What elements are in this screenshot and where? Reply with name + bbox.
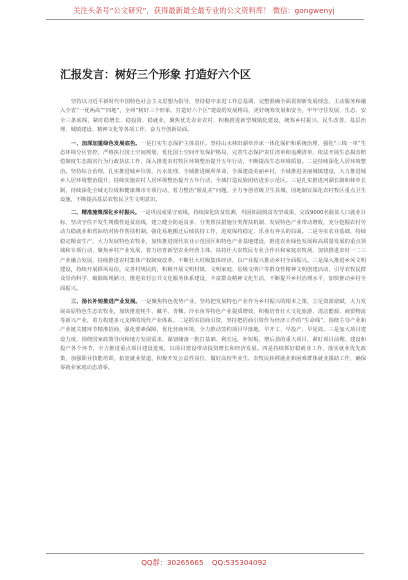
section-heading-1: 一、加深加重绿色发展底色。	[71, 140, 141, 147]
document-title: 汇报发言：树好三个形象 打造好六个区	[60, 68, 251, 81]
header-divider	[46, 19, 364, 20]
paragraph-section-2	[60, 209, 366, 294]
paragraph-section-3	[60, 298, 366, 373]
section-heading-2: 二、精准施策深化乡村振兴。	[71, 210, 141, 217]
paragraph-text: 一是巩固成果守底线。持续深化防贫监测，巩固拓展脱贫攻坚成果，完成9000名脱贫人口就业目标，坚决守住不发生规模性返贫底线，建立健全防返贫多、分类帮扶措施分类帮扶机制、发展特色产业带动增收，充分挖掘农村劳动力稳就业和省际结对协作帮扶机制。强化易地搬迁后续扶持工作，进度保持稳定、乐业有奔头的局面。二是夯实农业基础，持续稳定粮食生产，大力发展特色农牧业，加快推进现代农业示范园区和特色产业基地建设，推进农业绿色发展和高质量发展的重点领域和专项行动，聚焦乡村产业发展，着力培育新型农业经营主体，扶持壮大农牧民专业合作社和家庭农牧场，加快推进农村一二三产业融合发展，持续推进农村集体产权制度改革，不断壮大村级集体经济，以产业振兴推动乡村全面振兴。三是深入推进乡风文明建设，持续开展移风易俗，完善村规民约，积极开展文明村镇、文明家庭、星级文明户等群众性精神文明创建活动，引导农牧民群众崇尚科学、破除陈规陋习，推进农村公共文化服务体系建设，丰富群众精神文化生活，不断提升乡村治理水平，加快推动乡村全面振兴。	[60, 210, 366, 292]
paragraph-text: 一是打实生态保护主体责任。坚持山水林田湖草沙冰一体化保护和系统治理，强化“三线一单”生态环境分区管控，严格执行国土空间规划，优化国土空间开发保护格局，完善生态保护责任清单和追溯清单、依法开展生态损害赔偿制度生态损害行为行政执法工作，深入推进农村牧区环境整治提升五年行动，不断提高生态环境质量。二是持续深化人居环境整治。坚持综合治理，扎实推进城乡垃圾、污水处理，全域推进厕所革命，全面建设美丽乡村，全域推进美丽城镇建设，大力推进城乡人居环境整治提升，持续实施农村人居环境整治提升五年行动，全域打造民族团结进步示范区。三是扎实推进河湖长制和林草长制，持续深化全域无垃圾和健康城市专项行动，着力整治“脏乱差”问题，全力争创省级卫生县城，因地制宜深化农村牧区重点卫生设施，不断提高基层农牧民卫生文明意识。	[60, 140, 366, 204]
footer-contact: QQ群：30265665 QQ:535304092	[141, 558, 267, 567]
paragraph-text: 一是聚焦特色优势产业，坚持把发展特色产业作为乡村振兴的根本之策，立足资源禀赋，大力发展高原特色生态农牧业，加快推进牦牛、藏羊、青稞、冷水鱼等特色产业提质增效，积极培育壮大文化旅游、清洁能源、商贸物流等新兴产业，着力构建多元支撑的现代产业体系。二是抓实招商引资，坚持把招商引资作为经济工作的“生命线”，围绕主导产业和产业链关键环节精准招商，强化要素保障，优化营商环境，全力推动签约项目早落地、早开工、早投产、早见效。三是加大项目建设力度，围绕国家政策导向和地方发展需求，谋划储备一批打基础、利长远、补短板、增后劲的重大项目，紧盯项目前期、建设和投产各个环节，全力推进重点项目建设进度，以项目建设带动投资增长和经济发展。四是持续抓好稳就业工作，落实就业优先政策，加强职业技能培训，拓宽就业渠道，积极开发公益性岗位，做好高校毕业生、农牧民转移就业和困难群体就业援助工作，确保零就业家庭动态清零。	[60, 299, 366, 371]
paragraph-section-1	[60, 140, 366, 206]
document-body	[60, 98, 366, 373]
section-heading-3: 三、扬长补短推进产业发展。	[71, 299, 141, 306]
top-banner: 关注头条号“公文研究”，获得最新最全最专业的公文资料库！ 微信：gongwenyj	[73, 6, 335, 15]
footer-divider	[46, 553, 364, 554]
paragraph-intro	[60, 98, 366, 136]
paragraph-text: 坚持以习近平新时代中国特色社会主义思想为指导，坚持稳中求进工作总基调，完整准确全面贯彻新发展理念，主动服务和融入全省“一优两高”“四地”，全州“树好三个形象、打造好六个区”建设的发展格局，更好统筹发展和安全，牢牢守住发展、生态、安全三条底线，紧盯稳增长、稳投资、稳就业，聚焦优先农业农村、积极推进新型城镇化建设，统筹乡村振兴、民生改善、基层治理、城镇建设、精神文化等各项工作，奋力开创新局面。	[60, 99, 366, 134]
